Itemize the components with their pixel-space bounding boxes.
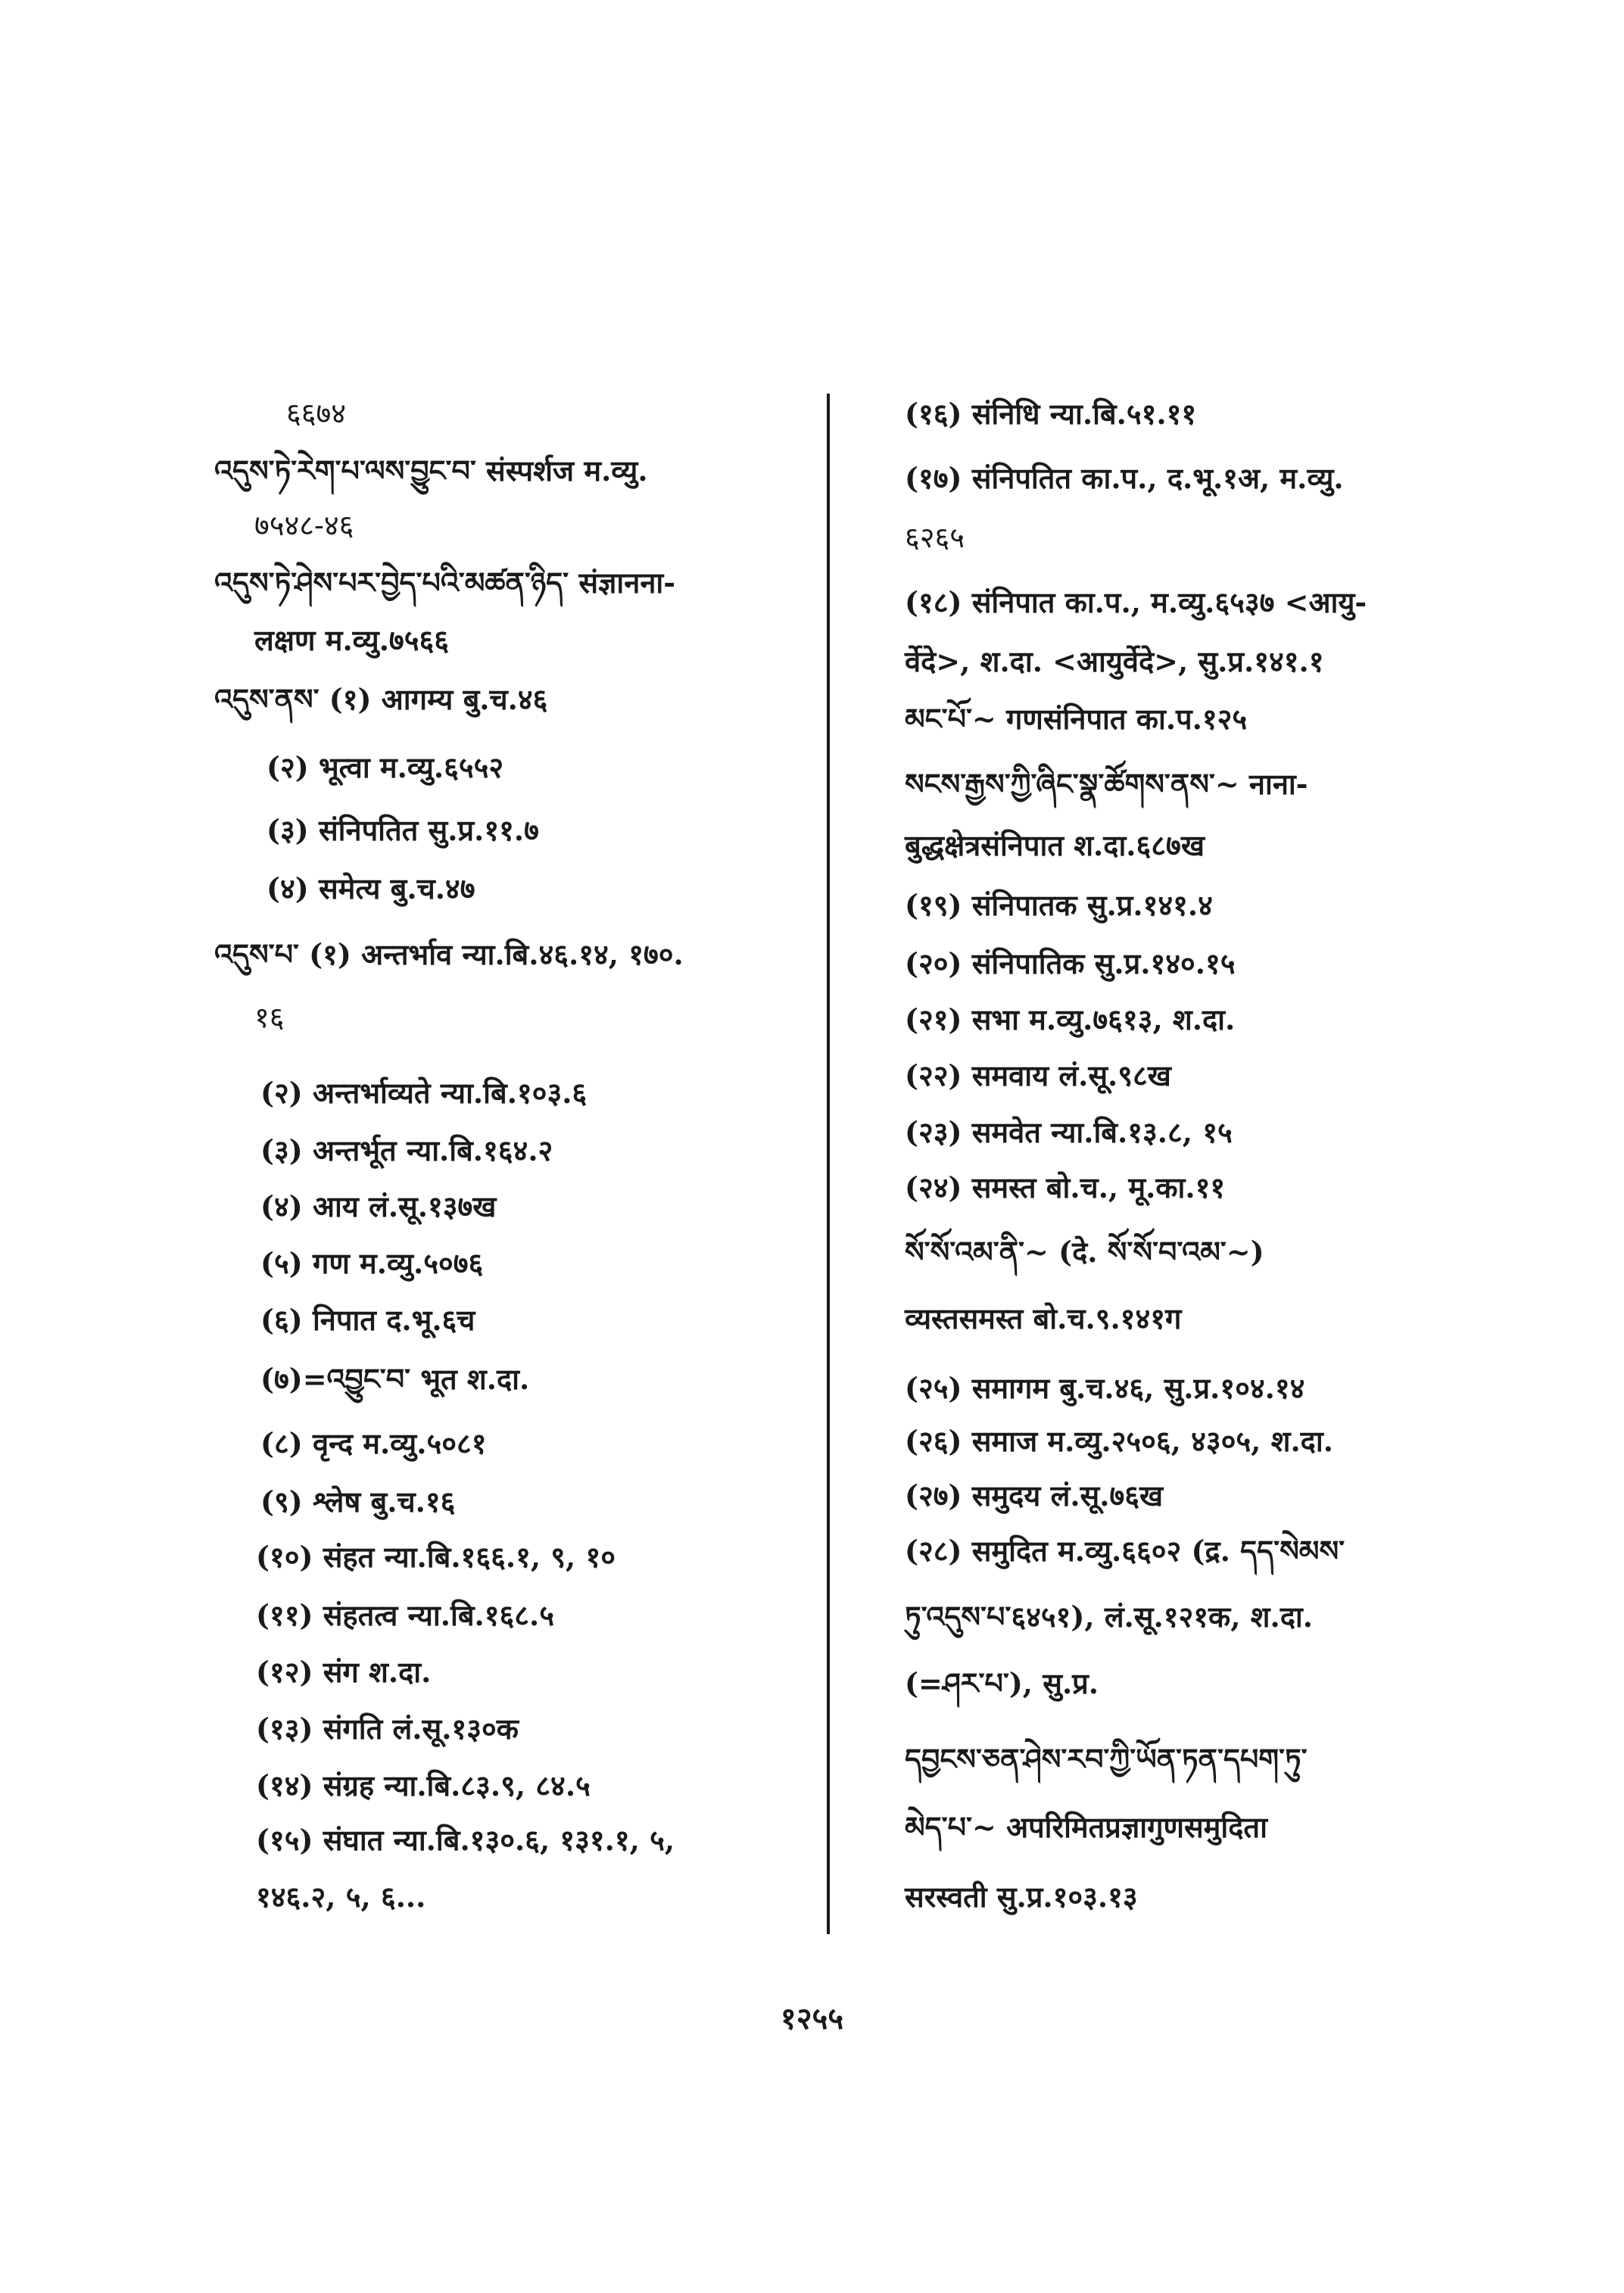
right-line-11: (२१) सभा म.व्यु.७६१३, श.दा. [905, 1002, 1236, 1036]
left-line-13: (३) अन्तर्भूत न्या.बि.१६४.२ [260, 1133, 553, 1167]
right-line-24: མེད་པ་~ अपरिमितप्रज्ञागुणसमुदिता [905, 1810, 1267, 1844]
left-line-2: འདུས་ཏེ་རེག་པ་ལས་བྱུང་བ་ संस्पर्शज म.व्यु. [214, 453, 648, 488]
right-line-14: (२४) समस्त बो.च., मू.का.११ [905, 1170, 1226, 1204]
right-line-5: र्वेदे>, श.दा. <आयुर्वेदे>, सु.प्र.१४१.१ [905, 644, 1324, 678]
left-line-6: འདུས་ནས་ (१) आगम्य बु.च.४६ [214, 682, 548, 716]
left-line-17: (७)=འབྱུང་བ་ भूत श.दा. [260, 1362, 530, 1396]
right-line-9: (१९) संनिपातक सु.प्र.१४१.४ [905, 888, 1213, 922]
right-line-4: (१८) संनिपात का.प., म.व्यु.६५३७ <आयु- [905, 585, 1367, 619]
right-line-7: སངས་རྒྱས་ཀྱི་ཞིང་སྣ་ཚོགས་ནས་~ नाना- [905, 767, 1308, 801]
left-line-14: (४) आय लं.सू.१३७ख [260, 1189, 497, 1223]
left-line-23: (१३) संगति लं.सू.१३०क [256, 1712, 519, 1746]
right-line-21: ཏུ་འདུས་པ་६४५१), लं.सू.१२१क, श.दा. [905, 1600, 1313, 1634]
left-line-25: (१५) संघात न्या.बि.१३०.६, १३१.१, ५, [256, 1823, 675, 1857]
left-line-16: (६) निपात द.भू.६च [260, 1303, 475, 1337]
left-line-15: (५) गण म.व्यु.५०७६ [260, 1246, 484, 1280]
right-line-3: ६२६५ [905, 521, 965, 554]
right-line-17: (२५) समागम बु.च.४६, सु.प्र.१०४.१४ [905, 1371, 1305, 1405]
right-line-22: (=ཤར་པ་), सु.प्र. [905, 1666, 1099, 1700]
left-line-24: (१४) संग्रह न्या.बि.८३.९, ८४.५ [256, 1768, 591, 1802]
left-line-3: ७५४८-४६ [254, 509, 354, 542]
column-divider [827, 394, 830, 1934]
left-line-19: (९) श्लेष बु.च.१६ [260, 1485, 456, 1519]
page-number: १२५५ [780, 2001, 844, 2036]
right-line-23: དབྱངས་ཅན་ཤེས་རབ་ཀྱི་ཡོན་ཏན་དཔག་ཏུ་ [905, 1742, 1308, 1776]
left-line-1: ६६७४ [286, 397, 347, 430]
left-line-8: (३) संनिपतित सु.प्र.११.७ [267, 813, 539, 847]
right-line-18: (२६) समाज म.व्यु.२५०६, ४३०५, श.दा. [905, 1424, 1333, 1458]
right-line-6: མང་པོ་~ गणसंनिपात का.प.१२५ [905, 702, 1248, 736]
right-line-20: (२८) समुदित म.व्यु.६६०२ (द्र. དད་སེམས་ [905, 1534, 1345, 1568]
left-line-20: (१०) संहत न्या.बि.१६६.१, ९, १० [256, 1540, 616, 1574]
right-line-1: (१६) संनिधि न्या.बि.५१.११ [905, 397, 1197, 431]
left-line-7: (२) भूत्वा म.व्यु.६५५२ [267, 750, 504, 784]
right-line-2: (१७) संनिपतित का.प., द.भू.१अ, म.व्यु. [905, 461, 1344, 495]
left-line-26: १४६.२, ५, ६... [256, 1880, 426, 1914]
right-line-16: व्यस्तसमस्त बो.च.९.१४१ग [905, 1301, 1182, 1335]
left-line-22: (१२) संग श.दा. [256, 1655, 432, 1689]
left-line-4: འདུས་ཏེ་ཤེས་པར་བྱེད་པའི་མཚན་ཉིད་ संज्ञानना- [214, 565, 676, 600]
right-line-8: बुद्धक्षेत्रसंनिपात श.दा.६८७ख [905, 828, 1205, 862]
right-line-19: (२७) समुदय लं.सू.७६ख [905, 1478, 1164, 1513]
left-line-9: (४) समेत्य बु.च.४७ [267, 871, 475, 905]
right-line-13: (२३) समवेत न्या.बि.१३.८, १५ [905, 1115, 1233, 1149]
left-line-12: (२) अन्तर्भाव्यते न्या.बि.१०३.६ [260, 1076, 588, 1110]
right-line-10: (२०) संनिपातिक सु.प्र.१४०.१५ [905, 946, 1236, 980]
left-line-11: १६ [254, 1001, 285, 1034]
left-line-10: འདུས་པ་ (१) अन्तर्भाव न्या.बि.४६.१४, १७०. [214, 937, 684, 971]
left-line-5: लक्षण म.व्यु.७५६६ [254, 623, 449, 657]
left-line-18: (८) वृन्द म.व्यु.५०८१ [260, 1426, 487, 1460]
left-line-21: (११) संहतत्व न्या.बि.१६८.५ [256, 1598, 555, 1632]
right-line-12: (२२) समवाय लं.सू.९८ख [905, 1058, 1171, 1092]
right-line-25: सरस्वती सु.प्र.१०३.१३ [905, 1880, 1138, 1914]
right-line-15: སོ་སོ་འམ་ནི་~ (दे. སོ་སོ་བ་འམ་~) [905, 1235, 1264, 1269]
